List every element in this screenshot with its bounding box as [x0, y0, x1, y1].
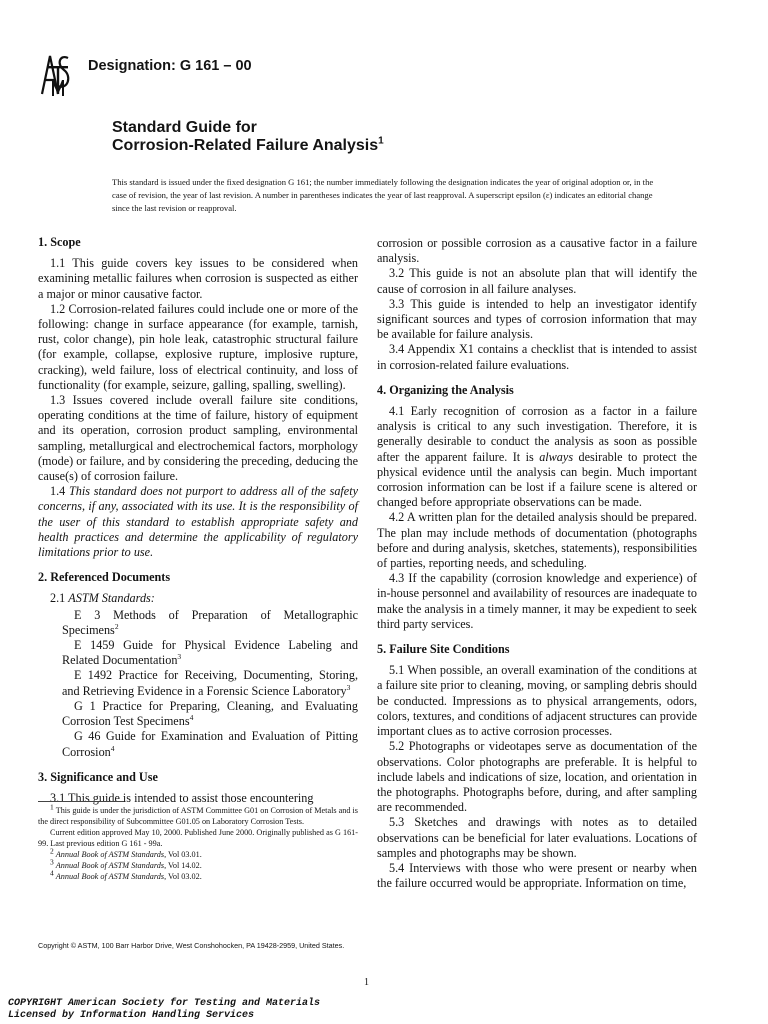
reference-footnote-mark: 3	[177, 652, 182, 662]
reference-item	[38, 638, 358, 668]
page-number: 1	[364, 977, 369, 988]
paragraph-1-2: 1.2 Corrosion-related failures could include one or more of the following: change in surface appearance (for example, tarnish, rust, color change), pin hole leak, catastrophic structural failure (for example, collapse, explosive rupture, implosive rupture, cracking), weld failure, loss of electrical continuity, and loss of functionality (for example, seizure, galling, spalling, swelling).	[38, 301, 358, 392]
reference-text: E 1459 Guide for Physical Evidence Labeling and Related Documentation	[62, 638, 358, 668]
paragraph-5-2: 5.2 Photographs or videotapes serve as documentation of the observations. Color photographs are preferable. It is helpful to include labels and indications of size, location, and orientation in the photographs. Photographs before, during, and after sampling are recommended.	[377, 739, 697, 815]
right-column	[377, 236, 697, 891]
left-column	[38, 235, 358, 806]
footnote-volume: , Vol 14.02.	[164, 861, 202, 870]
paragraph-1-3: 1.3 Issues covered include overall failure site conditions, operating conditions at the time of failure, history of equipment and its operation, corrosion product sampling, environmental sampling, metallurgical and electrochemical factors, morphology (mode) or failure, and by considering the preceding, deducing the cause(s) of corrosion failure.	[38, 393, 358, 484]
title-footnote-mark: 1	[378, 135, 384, 147]
reference-text: G 46 Guide for Examination and Evaluation of Pitting Corrosion	[62, 729, 358, 759]
license-stamp-line1: COPYRIGHT American Society for Testing and Materials	[8, 998, 321, 1009]
paragraph-4-1	[377, 404, 697, 510]
reference-item	[38, 729, 358, 759]
footnote-4	[38, 868, 358, 882]
section-heading-scope: 1. Scope	[38, 235, 81, 249]
footnote-volume: , Vol 03.01.	[164, 850, 202, 859]
footnote-text: Annual Book of ASTM Standards	[55, 861, 165, 870]
footnote-volume: , Vol 03.02.	[164, 872, 202, 881]
paragraph-3-1-end: corrosion or possible corrosion as a causative factor in a failure analysis.	[377, 236, 697, 266]
paragraph-1-4-number: 1.4	[50, 484, 66, 499]
reference-item	[38, 668, 358, 698]
paragraph-3-4: 3.4 Appendix X1 contains a checklist that is intended to assist in corrosion-related failure evaluations.	[377, 342, 697, 372]
document-title-line2	[112, 137, 384, 155]
paragraph-3-1-start: 3.1 This guide is intended to assist those encountering	[50, 790, 314, 805]
paragraph-3-2: 3.2 This guide is not an absolute plan that will identify the cause of corrosion in all failure analyses.	[377, 266, 697, 296]
footnote-3	[38, 857, 358, 871]
footnote-text: Annual Book of ASTM Standards	[55, 850, 165, 859]
paragraph-2-1-label: ASTM Standards:	[68, 591, 155, 606]
reference-footnote-mark: 4	[110, 743, 115, 753]
footnote-1	[38, 802, 358, 827]
footnotes	[38, 802, 358, 882]
reference-text: G 1 Practice for Preparing, Cleaning, and Evaluating Corrosion Test Specimens	[62, 698, 358, 729]
reference-footnote-mark: 2	[114, 621, 119, 631]
paragraph-4-1-text-b: desirable to protect the physical evidence until the analysis can begin. Much important corrosion information can be lost if a failure scene is altered or changed before appropriate observations can be made.	[377, 449, 697, 510]
footnote-mark: 1	[50, 802, 54, 812]
paragraph-4-1-emphasis: always	[539, 449, 574, 464]
document-title-text: Corrosion-Related Failure Analysis	[112, 137, 379, 154]
copyright-line: Copyright © ASTM, 100 Barr Harbor Drive, West Conshohocken, PA 19428-2959, United States.	[38, 941, 345, 950]
section-heading-referenced: 2. Referenced Documents	[38, 570, 171, 585]
paragraph-4-1-text-a: 4.1 Early recognition of corrosion as a factor in a failure analysis is critical to any such investigation. Therefore, it is generally desirable to conduct the analysis as soon as possible after the apparent failure. It is	[377, 404, 697, 464]
paragraph-4-3: 4.3 If the capability (corrosion knowledge and experience) of in-house personnel and availability of resources are inadequate to make the analysis in a timely manner, it may be expedient to seek third party services.	[377, 571, 698, 631]
reference-footnote-mark: 4	[189, 713, 194, 723]
paragraph-5-4: 5.4 Interviews with those who were present or nearby when the failure occurred would be appropriate. Information on time,	[377, 860, 697, 891]
paragraph-1-1: 1.1 This guide covers key issues to be considered when examining metallic failures when corrosion is suspected as either a major or minor causative factor.	[38, 256, 358, 301]
footnote-text: This guide is under the jurisdiction of ASTM Committee G01 on Corrosion of Metals and is the direct responsibility of Subcommittee G01.05 on Laboratory Corrosion Tests.	[38, 806, 358, 826]
footnote-2	[38, 846, 358, 860]
footnote-mark: 4	[50, 868, 54, 878]
reference-footnote-mark: 3	[346, 682, 351, 692]
footnote-1-edition: Current edition approved May 10, 2000. Published June 2000. Originally published as G 161- 99. Last previous edition G 161 - 99a.	[38, 828, 358, 848]
paragraph-1-4-text: This standard does not purport to address all of the safety concerns, if any, associated with its use. It is the responsibility of the user of this standard to establish appropriate safety and health practices and determine the applicability of regulatory limitations prior to use.	[38, 484, 359, 560]
footnote-mark: 2	[50, 846, 54, 856]
document-title-line1: Standard Guide for	[112, 119, 257, 136]
paragraph-5-1: 5.1 When possible, an overall examination of the conditions at a failure site prior to cleaning, moving, or sampling debris should be conducted. Impressions as to physical arrangements, odors, colors, textures, and conditions of adjacent structures can provide important clues as to active corrosion processes.	[377, 663, 697, 739]
paragraph-5-3: 5.3 Sketches and drawings with notes as to detailed observations can be beneficial for later evaluations. Locations of samples and photographs may be shown.	[377, 815, 697, 860]
designation: Designation: G 161 – 00	[88, 58, 252, 74]
footnote-text: Annual Book of ASTM Standards	[55, 872, 165, 881]
reference-item	[38, 608, 358, 638]
paragraph-2-1	[38, 591, 358, 606]
section-heading-site-conditions: 5. Failure Site Conditions	[377, 642, 510, 657]
reference-text: E 1492 Practice for Receiving, Documenting, Storing, and Retrieving Evidence in a Forensic Science Laboratory	[62, 668, 358, 698]
paragraph-2-1-number: 2.1	[50, 591, 66, 606]
issuance-note: This standard is issued under the fixed designation G 161; the number immediately following the designation indicates the year of original adoption or, in the case of revision, the year of last revision. A number in parentheses indicates the year of last reapproval. A superscript epsilon (ε) indicates an editorial change since the last revision or reapproval.	[112, 177, 654, 213]
section-heading-organizing: 4. Organizing the Analysis	[377, 382, 514, 397]
paragraph-3-3: 3.3 This guide is intended to help an investigator identify significant sources and types of corrosion information that may be available for failure analysis.	[377, 296, 697, 342]
reference-text: E 3 Methods of Preparation of Metallographic Specimens	[62, 607, 358, 637]
footnote-mark: 3	[50, 857, 54, 867]
reference-item	[38, 699, 358, 729]
paragraph-1-4	[38, 484, 358, 560]
astm-logo	[38, 50, 78, 98]
section-heading-significance: 3. Significance and Use	[38, 769, 158, 784]
paragraph-4-2: 4.2 A written plan for the detailed analysis should be prepared. The plan may include methods of documentation (photographs before and during analysis, sketches, statements), responsibilities of parties, reporting needs, and scheduling.	[377, 510, 697, 571]
license-stamp-line2: Licensed by Information Handling Services	[8, 1010, 255, 1021]
license-stamp	[8, 998, 320, 1022]
